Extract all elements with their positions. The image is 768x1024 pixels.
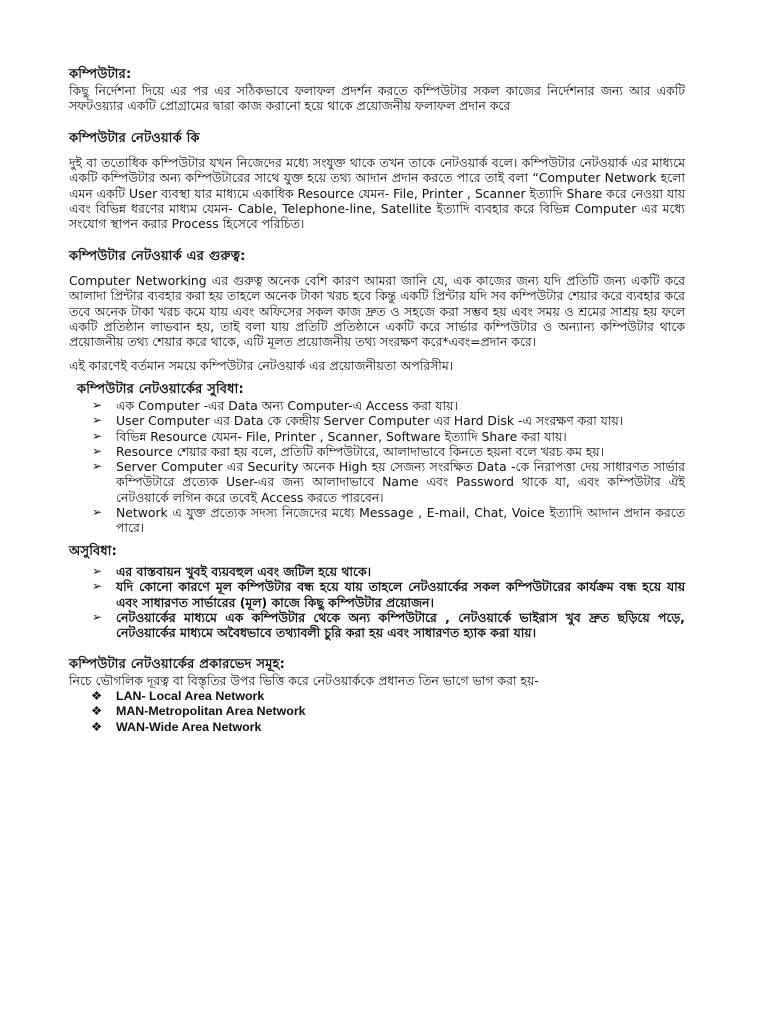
list-item: ➢ বিভিন্ন Resource যেমন- File, Printer , Scanner, Software ইত্যাদি Share করা যায়। bbox=[92, 428, 567, 444]
list-item: ❖ MAN-Metropolitan Area Network bbox=[91, 704, 306, 719]
types-paragraph: নিচে ভৌগলিক দূরত্ব বা বিস্তৃতির উপর ভিত্তি করে নেটওয়ার্ককে প্রধানত তিন ভাগে ভাগ করা হয়- bbox=[69, 673, 539, 689]
diamond-bullet-icon: ❖ bbox=[91, 719, 103, 734]
intro-heading: কম্পিউটার: bbox=[69, 67, 132, 82]
document-page bbox=[69, 66, 685, 735]
importance-paragraph: Computer Networking এর গুরুত্ব অনেক বেশি কারণ আমরা জানি যে, এক কাজের জন্য যদি প্রতিটি জন্য একটি করে আলাদা প্রিন্টার ব্যবহার করা হয় তাহলে অনেক টাকা খরচ হবে কিন্তু একটি প্রিন্টার যদি সব কম্পিউটার শেয়ার করে ব্যবহার করে তবে অনেক টাকা খরচ কমে যায় এবং অফিসের সকল কাজ দ্রুত ও সহজে করা সম্ভব হয় এবং সময় ও শ্রমের সাশ্রয় হয় ফলে একটি প্রতিষ্ঠান লাভবান হয়, তাই বলা যায় প্রতিটি প্রতিষ্ঠানে একটি করে সার্ভার কম্পিউটার ও অন্যান্য কম্পিউটার থাকে প্রয়োজনীয় তথ্য শেয়ার করে থাকে, এটি মূলত প্রয়োজনীয় তথ্য সংরক্ষণ করে*এবং=প্রদান করে। bbox=[69, 272, 685, 350]
list-item: ❖ LAN- Local Area Network bbox=[91, 688, 265, 703]
advantages-list bbox=[69, 398, 685, 535]
types-heading: কম্পিউটার নেটওয়ার্কের প্রকারভেদ সমূহ: bbox=[69, 657, 286, 673]
arrow-bullet-icon: ➢ bbox=[92, 398, 103, 413]
list-item: ➢ যদি কোনো কারণে মূল কম্পিউটার বন্ধ হয়ে যায় তাহলে নেটওয়ার্কের সকল কম্পিউটারের কার্যক্রম বন্ধ হয়ে যায় এবং সাধারণত সার্ভারের (মূল) কাজে কিছু কম্পিউটার প্রয়োজন। bbox=[92, 579, 685, 610]
list-item: ➢ User Computer এর Data কে কেন্দ্রীয় Server Computer এর Hard Disk -এ সংরক্ষণ করা যায়। bbox=[92, 413, 624, 429]
diamond-bullet-icon: ❖ bbox=[91, 688, 103, 703]
advantages-heading: কম্পিউটার নেটওয়ার্কের সুবিধা: bbox=[77, 382, 244, 398]
arrow-bullet-icon: ➢ bbox=[92, 443, 103, 458]
arrow-bullet-icon: ➢ bbox=[92, 579, 103, 594]
list-item: ➢ এক Computer -এর Data অন্য Computer-এ Access করা যায়। bbox=[92, 398, 458, 414]
arrow-bullet-icon: ➢ bbox=[92, 413, 103, 428]
arrow-bullet-icon: ➢ bbox=[92, 459, 103, 474]
arrow-bullet-icon: ➢ bbox=[92, 564, 103, 579]
arrow-bullet-icon: ➢ bbox=[92, 428, 103, 443]
list-item: ➢ Network এ যুক্ত প্রত্যেক সদস্য নিজেদের মধ্যে Message , E-mail, Chat, Voice ইত্যাদি আদান প্রদান করতে পারে। bbox=[92, 504, 685, 535]
diamond-bullet-icon: ❖ bbox=[91, 704, 103, 719]
list-item: ➢ Resource শেয়ার করা হয় বলে, প্রতিটি কম্পিউটারে, আলাদাভাবে কিনতে হয়না বলে খরচ কম হয়। bbox=[92, 443, 605, 459]
network-types-list bbox=[69, 689, 685, 736]
list-item: ➢ Server Computer এর Security অনেক High হয় সেজন্য সংরক্ষিত Data -কে নিরাপত্তা দেয় সাধারণত সার্ভার কম্পিউটারে প্রত্যেক User-এর জন্য আলাদাভাবে Name এবং Password থাকে যা, এবং কম্পিউটার ঐই নেটওয়ার্কে লগিন করে তবেই Access করতে পারবেন। bbox=[92, 459, 685, 505]
arrow-bullet-icon: ➢ bbox=[92, 609, 103, 624]
list-item: ➢ এর বাস্তবায়ন খুবই ব্যয়বহুল এবং জটিল হয়ে থাকে। bbox=[92, 564, 372, 580]
importance-conclusion: এই কারণেই বর্তমান সময়ে কম্পিউটার নেটওয়ার্ক এর প্রয়োজনীয়তা অপরিসীম। bbox=[69, 357, 454, 373]
disadvantages-heading: অসুবিধা: bbox=[69, 544, 118, 560]
network-definition-heading: কম্পিউটার নেটওয়ার্ক কি bbox=[69, 130, 200, 146]
network-definition-paragraph: দুই বা ততোধিক কম্পিউটার যখন নিজেদের মধ্যে সংযুক্ত থাকে তখন তাকে নেটওয়ার্ক বলে। কম্পিউটার নেটওয়ার্ক এর মাধ্যমে একটি কম্পিউটার অন্য কম্পিউটারের সাথে যুক্ত হয়ে তথ্য আদান প্রদান করতে পারে তাই বলা “Computer Network হলো এমন একটি User ব্যবস্থা যার মাধ্যমে একাধিক Resource যেমন- File, Printer , Scanner ইত্যাদি Share করে নেওয়া যায় এবং বিভিন্ন ধরণের মাধ্যম যেমন- Cable, Telephone-line, Satellite ইত্যাদি ব্যবহার করে বিভিন্ন Computer এর মধ্যে সংযোগ স্থাপন করার Process হিসেবে পরিচিত। bbox=[69, 154, 685, 232]
intro-paragraph: কিছু নির্দেশনা দিয়ে এর পর এর সঠিকভাবে ফলাফল প্রদর্শন করতে কম্পিউটার সকল কাজের নির্দেশনার জন্য আর একটি সফটওয়্যার একটি প্রোগ্রামের দ্বারা কাজ করানো হয়ে থাকে প্রয়োজনীয় ফলাফল প্রদান করে bbox=[69, 83, 685, 114]
arrow-bullet-icon: ➢ bbox=[92, 504, 103, 519]
importance-heading: কম্পিউটার নেটওয়ার্ক এর গুরুত্ব: bbox=[69, 248, 246, 264]
disadvantages-list bbox=[69, 564, 685, 640]
list-item: ➢ নেটওয়ার্কের মাধ্যমে এক কম্পিউটার থেকে অন্য কম্পিউটারে , নেটওয়ার্কে ভাইরাস খুব দ্রুত ছড়িয়ে পড়ে, নেটওয়ার্কের মাধ্যমে অবৈধভাবে তথ্যাবলী চুরি করা হয় এবং সাধারণত হ্যাক করা যায়। bbox=[92, 609, 685, 640]
list-item: ❖ WAN-Wide Area Network bbox=[91, 719, 262, 734]
